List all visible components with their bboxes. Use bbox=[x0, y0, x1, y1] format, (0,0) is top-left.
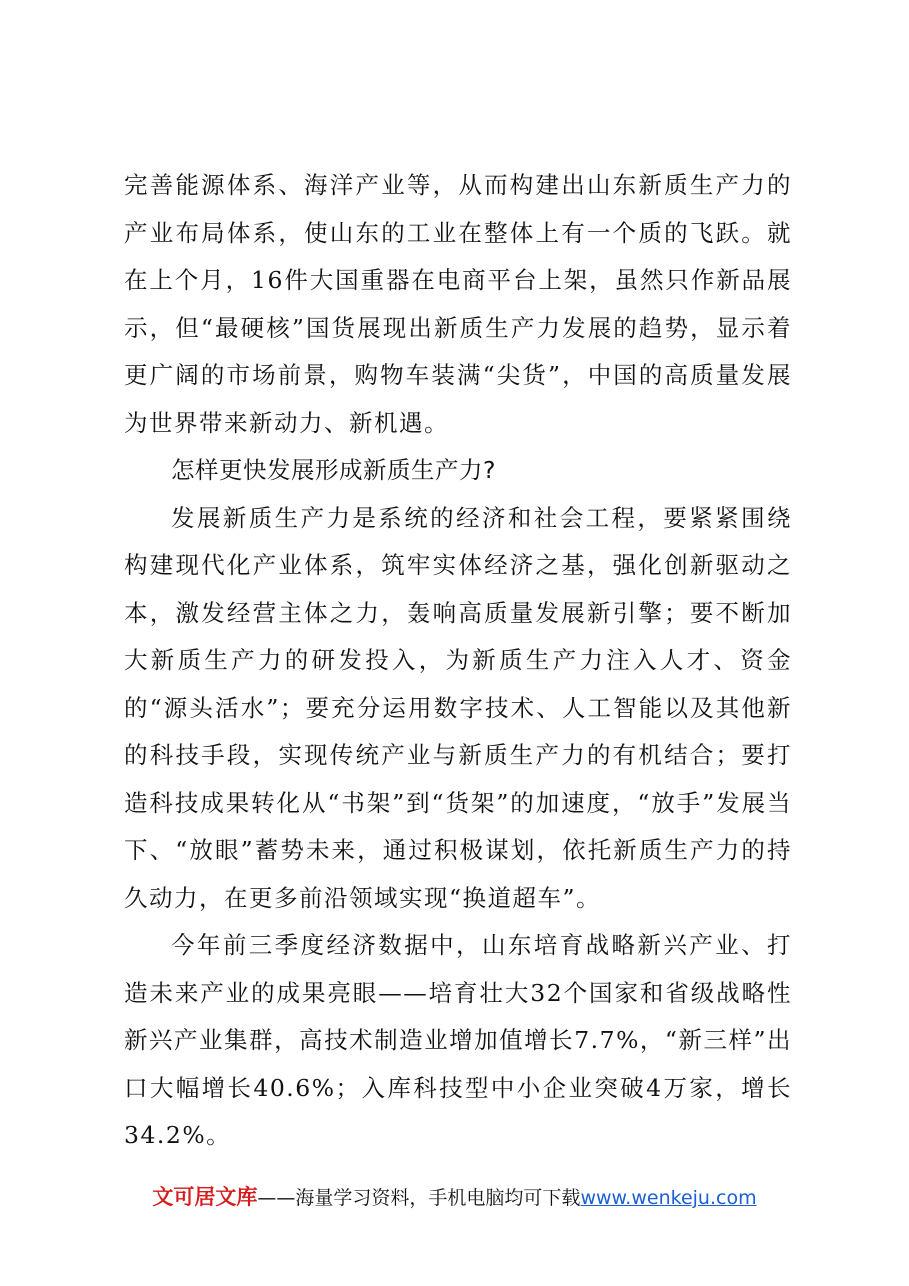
paragraph: 发展新质生产力是系统的经济和社会工程，要紧紧围绕构建现代化产业体系，筑牢实体经济之基，强化创新驱动之本，激发经营主体之力，轰响高质量发展新引擎；要不断加大新质生产力的研发投入，为新质生产力注入人才、资金的“源头活水”；要充分运用数字技术、人工智能以及其他新的科技手段，实现传统产业与新质生产力的有机结合；要打造科技成果转化从“书架”到“货架”的加速度，“放手”发展当下、“放眼”蓄势未来，通过积极谋划，依托新质生产力的持久动力，在更多前沿领域实现“换道超车”。 bbox=[124, 503, 792, 912]
footer-tagline: ——海量学习资料，手机电脑均可下载 bbox=[257, 1187, 581, 1209]
footer-site-link[interactable]: www.wenkeju.com bbox=[580, 1187, 757, 1209]
page-footer bbox=[0, 1183, 909, 1212]
footer-brand: 文可居文库 bbox=[152, 1185, 258, 1209]
paragraph: 完善能源体系、海洋产业等，从而构建出山东新质生产力的产业布局体系，使山东的工业在整体上有一个质的飞跃。就在上个月，16件大国重器在电商平台上架，虽然只作新品展示，但“最硬核”国货展现出新质生产力发展的趋势，显示着更广阔的市场前景，购物车装满“尖货”，中国的高质量发展为世界带来新动力、新机遇。 bbox=[124, 171, 792, 437]
section-heading: 怎样更快发展形成新质生产力? bbox=[171, 456, 496, 484]
document-body bbox=[124, 162, 792, 1160]
paragraph: 今年前三季度经济数据中，山东培育战略新兴产业、打造未来产业的成果亮眼——培育壮大32个国家和省级战略性新兴产业集群，高技术制造业增加值增长7.7%，“新三样”出口大幅增长40.6%；入库科技型中小企业突破4万家，增长34.2%。 bbox=[124, 931, 792, 1149]
